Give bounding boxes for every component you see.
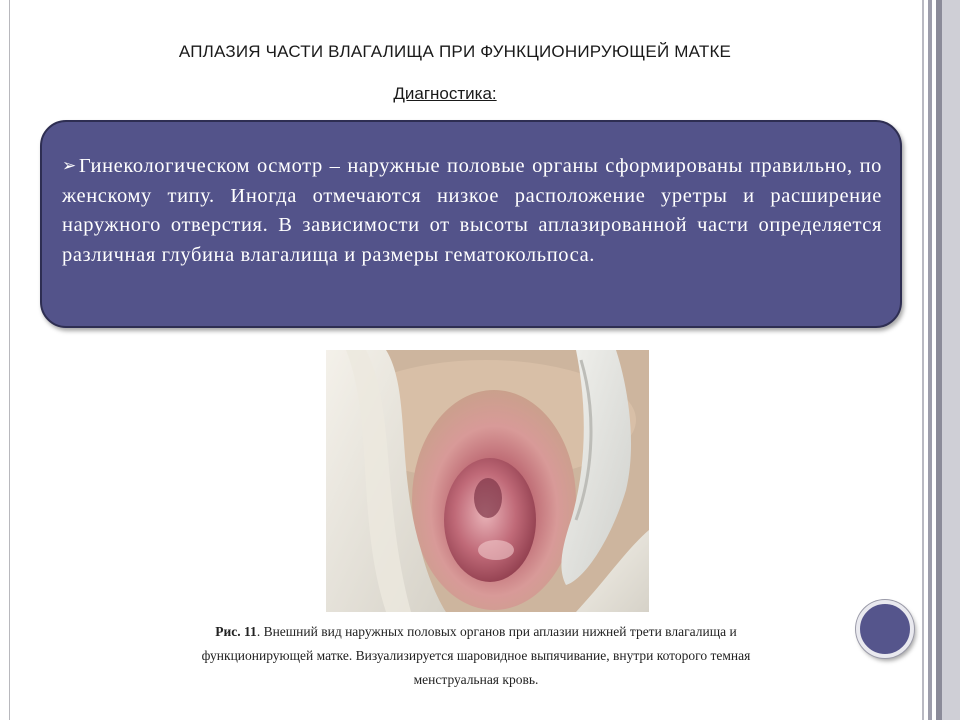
clinical-photo [326,350,649,612]
decorative-circle [856,600,914,658]
figure-caption [186,620,766,692]
content-text-box [40,120,902,328]
left-border-line [9,0,10,720]
clinical-photo-image [326,350,649,612]
content-text: Гинекологическом осмотр – наружные половые органы сформированы правильно, по женскому типу. Иногда отмечаются низкое расположение уретры и расширение наружного отверстия. В зависимости от высоты аплазированной части определяется различная глубина влагалища и размеры гематокольпоса. [62,155,882,266]
figure-label: Рис. 11 [215,624,257,639]
content-paragraph [62,152,882,270]
figure-caption-text: . Внешний вид наружных половых органов при аплазии нижней трети влагалища и функционирующей матке. Визуализируется шаровидное выпячивание, внутри которого темная менструальная кровь. [201,624,751,687]
slide-subtitle: Диагностика: [393,84,497,103]
slide-title: АПЛАЗИЯ ЧАСТИ ВЛАГАЛИЩА ПРИ ФУНКЦИОНИРУЮЩЕЙ МАТКЕ [178,42,732,61]
right-decorative-stripes [918,0,960,720]
arrow-bullet-icon: ➢ [62,156,77,176]
